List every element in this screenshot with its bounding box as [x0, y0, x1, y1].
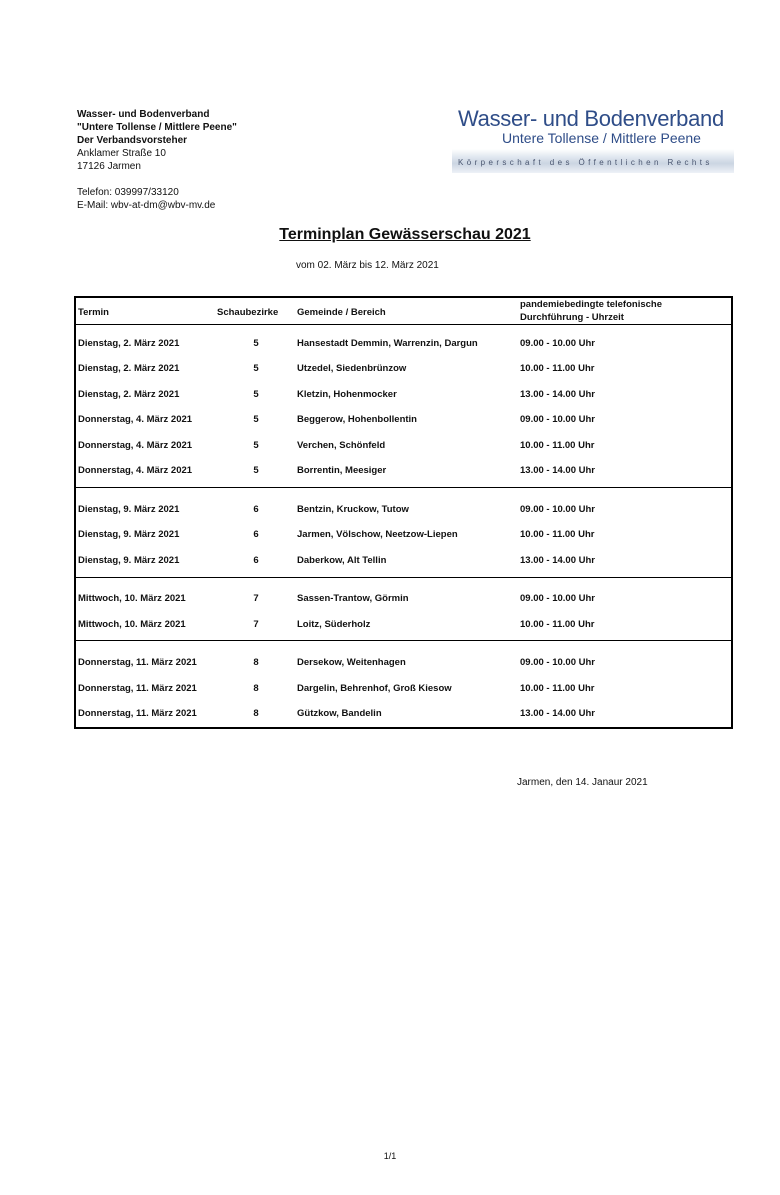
cell-gemeinde: Jarmen, Völschow, Neetzow-Liepen	[297, 529, 458, 540]
cell-uhrzeit: 13.00 - 14.00 Uhr	[520, 465, 595, 476]
table-row	[76, 701, 731, 726]
group-divider	[76, 487, 731, 488]
sender-phone: Telefon: 039997/33120	[77, 187, 179, 198]
header-uhrzeit-line1: pandemiebedingte telefonische	[520, 299, 662, 310]
cell-gemeinde: Borrentin, Meesiger	[297, 465, 387, 476]
cell-uhrzeit: 09.00 - 10.00 Uhr	[520, 657, 595, 668]
header-schaubezirke: Schaubezirke	[217, 307, 279, 318]
cell-gemeinde: Sassen-Trantow, Görmin	[297, 593, 409, 604]
cell-termin: Dienstag, 9. März 2021	[78, 529, 180, 540]
cell-schaubezirk: 7	[253, 619, 259, 630]
place-date: Jarmen, den 14. Janaur 2021	[517, 777, 648, 788]
table-row	[76, 548, 731, 573]
cell-uhrzeit: 10.00 - 11.00 Uhr	[520, 440, 595, 451]
header-termin: Termin	[78, 307, 109, 318]
cell-uhrzeit: 13.00 - 14.00 Uhr	[520, 389, 595, 400]
table-row	[76, 356, 731, 381]
table-row	[76, 497, 731, 522]
sender-city: 17126 Jarmen	[77, 161, 141, 172]
cell-gemeinde: Bentzin, Kruckow, Tutow	[297, 504, 409, 515]
cell-uhrzeit: 10.00 - 11.00 Uhr	[520, 619, 595, 630]
cell-schaubezirk: 5	[253, 363, 259, 374]
cell-schaubezirk: 5	[253, 389, 259, 400]
table-row	[76, 407, 731, 432]
cell-uhrzeit: 13.00 - 14.00 Uhr	[520, 708, 595, 719]
table-header	[76, 298, 731, 325]
cell-uhrzeit: 13.00 - 14.00 Uhr	[520, 555, 595, 566]
cell-gemeinde: Dersekow, Weitenhagen	[297, 657, 406, 668]
cell-uhrzeit: 10.00 - 11.00 Uhr	[520, 683, 595, 694]
cell-termin: Dienstag, 2. März 2021	[78, 338, 180, 349]
cell-gemeinde: Loitz, Süderholz	[297, 619, 371, 630]
cell-schaubezirk: 7	[253, 593, 259, 604]
document-title: Terminplan Gewässerschau 2021	[279, 226, 531, 243]
group-divider	[76, 577, 731, 578]
cell-schaubezirk: 5	[253, 440, 259, 451]
cell-schaubezirk: 5	[253, 465, 259, 476]
cell-gemeinde: Beggerow, Hohenbollentin	[297, 414, 417, 425]
cell-uhrzeit: 09.00 - 10.00 Uhr	[520, 338, 595, 349]
sender-street: Anklamer Straße 10	[77, 148, 166, 159]
cell-schaubezirk: 5	[253, 414, 259, 425]
cell-gemeinde: Hansestadt Demmin, Warrenzin, Dargun	[297, 338, 478, 349]
organization-logo	[452, 106, 734, 172]
cell-termin: Dienstag, 9. März 2021	[78, 555, 180, 566]
cell-termin: Dienstag, 9. März 2021	[78, 504, 180, 515]
cell-gemeinde: Kletzin, Hohenmocker	[297, 389, 397, 400]
document-subtitle: vom 02. März bis 12. März 2021	[296, 260, 439, 271]
cell-termin: Donnerstag, 11. März 2021	[78, 708, 197, 719]
table-row	[76, 382, 731, 407]
table-row	[76, 650, 731, 675]
table-row	[76, 331, 731, 356]
cell-gemeinde: Daberkow, Alt Tellin	[297, 555, 387, 566]
cell-gemeinde: Dargelin, Behrenhof, Groß Kiesow	[297, 683, 452, 694]
cell-termin: Donnerstag, 11. März 2021	[78, 657, 197, 668]
table-row	[76, 676, 731, 701]
cell-uhrzeit: 10.00 - 11.00 Uhr	[520, 529, 595, 540]
cell-termin: Mittwoch, 10. März 2021	[78, 593, 186, 604]
table-row	[76, 612, 731, 637]
cell-schaubezirk: 8	[253, 708, 259, 719]
group-divider	[76, 640, 731, 641]
table-row	[76, 458, 731, 483]
cell-uhrzeit: 09.00 - 10.00 Uhr	[520, 593, 595, 604]
logo-title: Wasser- und Bodenverband	[458, 106, 724, 131]
schedule-table	[74, 296, 733, 729]
document-title-wrap	[0, 226, 780, 244]
cell-schaubezirk: 6	[253, 555, 259, 566]
sender-org-sub: "Untere Tollense / Mittlere Peene"	[77, 122, 237, 133]
cell-termin: Dienstag, 2. März 2021	[78, 363, 180, 374]
cell-gemeinde: Verchen, Schönfeld	[297, 440, 386, 451]
sender-email: E-Mail: wbv-at-dm@wbv-mv.de	[77, 200, 216, 211]
cell-termin: Donnerstag, 4. März 2021	[78, 414, 193, 425]
cell-gemeinde: Gützkow, Bandelin	[297, 708, 382, 719]
table-row	[76, 522, 731, 547]
cell-uhrzeit: 10.00 - 11.00 Uhr	[520, 363, 595, 374]
cell-uhrzeit: 09.00 - 10.00 Uhr	[520, 414, 595, 425]
cell-schaubezirk: 6	[253, 529, 259, 540]
sender-role: Der Verbandsvorsteher	[77, 135, 188, 146]
cell-termin: Donnerstag, 4. März 2021	[78, 465, 193, 476]
header-gemeinde: Gemeinde / Bereich	[297, 307, 386, 318]
logo-subtitle: Untere Tollense / Mittlere Peene	[502, 130, 701, 146]
sender-org: Wasser- und Bodenverband	[77, 109, 210, 120]
table-row	[76, 586, 731, 611]
page-number: 1/1	[383, 1151, 397, 1161]
cell-schaubezirk: 5	[253, 338, 259, 349]
cell-termin: Dienstag, 2. März 2021	[78, 389, 180, 400]
cell-schaubezirk: 8	[253, 683, 259, 694]
sender-address	[77, 108, 237, 212]
cell-uhrzeit: 09.00 - 10.00 Uhr	[520, 504, 595, 515]
cell-termin: Donnerstag, 4. März 2021	[78, 440, 193, 451]
header-uhrzeit-line2: Durchführung - Uhrzeit	[520, 312, 624, 323]
cell-termin: Donnerstag, 11. März 2021	[78, 683, 197, 694]
cell-schaubezirk: 6	[253, 504, 259, 515]
logo-band-text: Körperschaft des Öffentlichen Rechts	[458, 158, 713, 167]
cell-termin: Mittwoch, 10. März 2021	[78, 619, 186, 630]
table-row	[76, 433, 731, 458]
cell-gemeinde: Utzedel, Siedenbrünzow	[297, 363, 407, 374]
cell-schaubezirk: 8	[253, 657, 259, 668]
